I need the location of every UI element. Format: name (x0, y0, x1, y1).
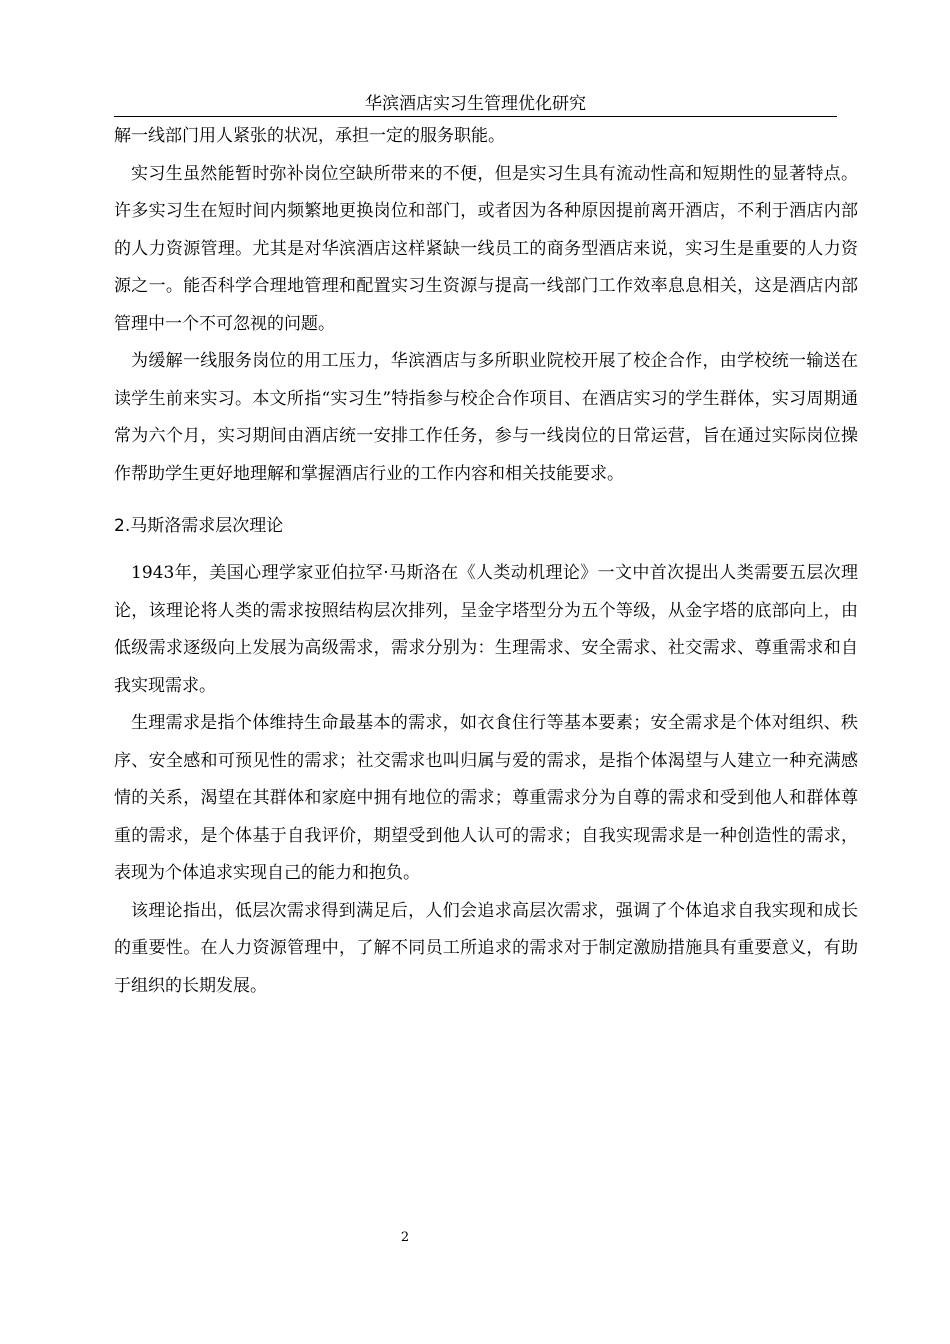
paragraph-needs-description: 生理需求是指个体维持生命最基本的需求，如衣食住行等基本要素；安全需求是个体对组织、秩序、安全感和可预见性的需求；社交需求也叫归属与爱的需求，是指个体渴望与人建立一种充满感情的关系，渴望在其群体和家庭中拥有地位的需求；尊重需求分为自尊的需求和受到他人和群体尊重的需求，是个体基于自我评价，期望受到他人认可的需求；自我实现需求是一种创造性的需求，表现为个体追求实现自己的能力和抱负。 (114, 713, 858, 883)
page-header (114, 92, 837, 117)
paragraph-maslow-intro: 1943年，美国心理学家亚伯拉罕·马斯洛在《人类动机理论》一文中首次提出人类需要五层次理论，该理论将人类的需求按照结构层次排列，呈金字塔型分为五个等级，从金字塔的底部向上，由低级需求逐级向上发展为高级需求，需求分别为：生理需求、安全需求、社交需求、尊重需求和自我实现需求。 (114, 563, 858, 696)
section-heading: 2.马斯洛需求层次理论 (114, 516, 284, 536)
paragraph-theory-significance: 该理论指出，低层次需求得到满足后，人们会追求高层次需求，强调了个体追求自我实现和成长的重要性。在人力资源管理中，了解不同员工所追求的需求对于制定激励措施具有重要意义，有助于组织的长期发展。 (114, 900, 858, 996)
paragraph-intern-definition: 为缓解一线服务岗位的用工压力，华滨酒店与多所职业院校开展了校企合作，由学校统一输送在读学生前来实习。本文所指“实习生”特指参与校企合作项目、在酒店实习的学生群体，实习周期通常为六个月，实习期间由酒店统一安排工作任务，参与一线岗位的日常运营，旨在通过实际岗位操作帮助学生更好地理解和掌握酒店行业的工作内容和相关技能要求。 (114, 351, 858, 484)
paragraph-continuation: 解一线部门用人紧张的状况，承担一定的服务职能。 (114, 126, 505, 146)
document-body (114, 118, 858, 1005)
page-number: 2 (400, 1230, 410, 1245)
paragraph-intern-characteristics: 实习生虽然能暂时弥补岗位空缺所带来的不便，但是实习生具有流动性高和短期性的显著特点。许多实习生在短时间内频繁地更换岗位和部门，或者因为各种原因提前离开酒店，不利于酒店内部的人力资源管理。尤其是对华滨酒店这样紧缺一线员工的商务型酒店来说，实习生是重要的人力资源之一。能否科学合理地管理和配置实习生资源与提高一线部门工作效率息息相关，这是酒店内部管理中一个不可忽视的问题。 (114, 163, 858, 334)
header-title: 华滨酒店实习生管理优化研究 (365, 94, 586, 114)
